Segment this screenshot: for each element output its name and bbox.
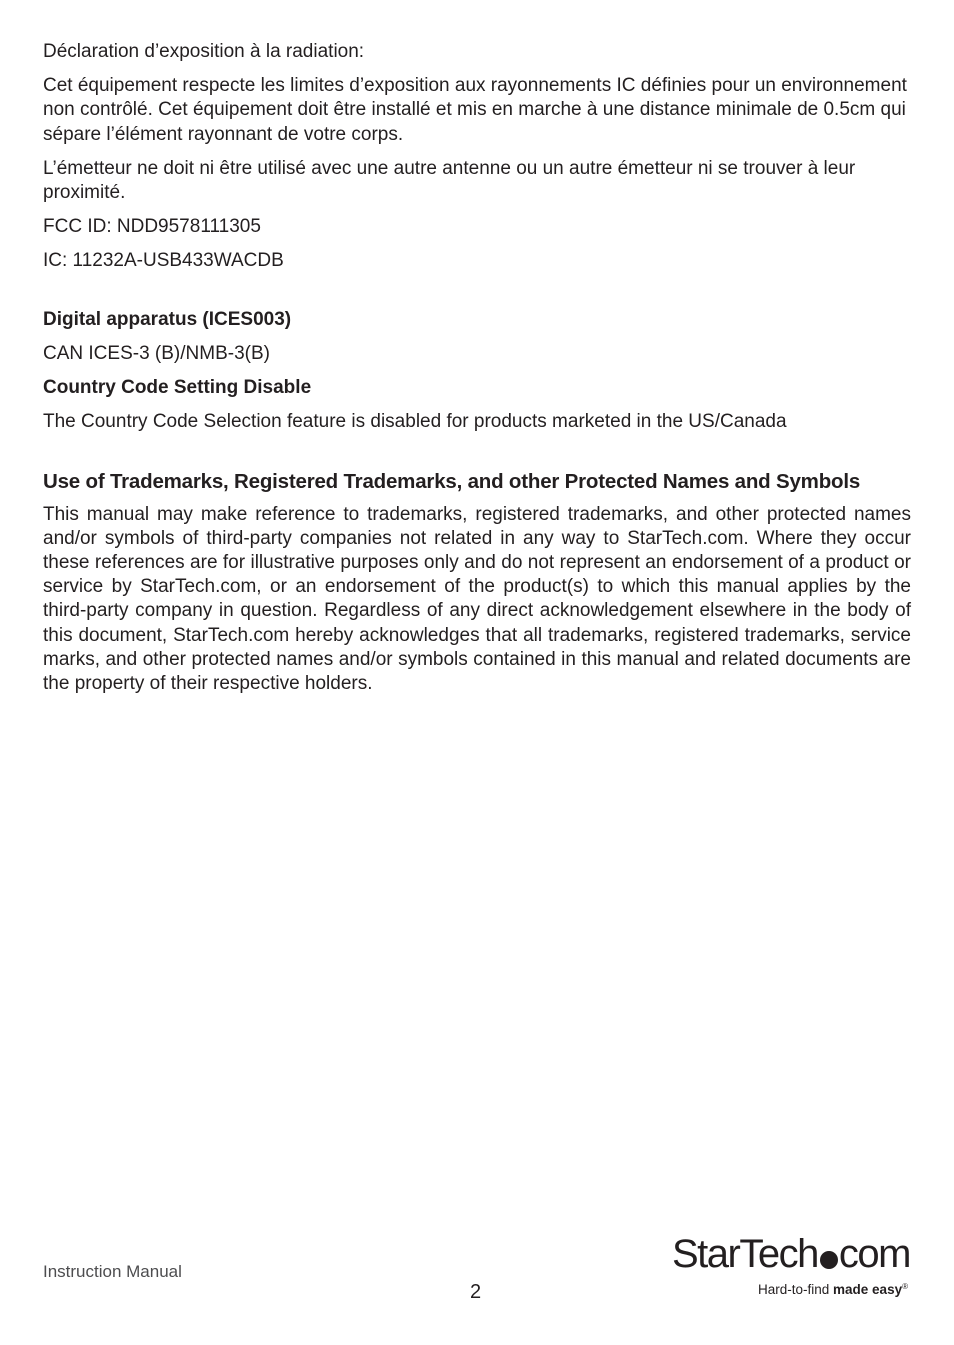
radiation-declaration-text: Cet équipement respecte les limites d’exposition aux rayonnements IC définies pour un environnement non contrôlé. Cet équipement doit être installé et mis en marche à une distance minimale de 0.5cm qui sépare l’élément rayonnant de votre corps. (43, 75, 907, 145)
spacer (43, 284, 911, 308)
logo-brand-right: com (838, 1232, 910, 1276)
fcc-id: FCC ID: NDD9578111305 (43, 216, 261, 238)
transmitter-notice: L’émetteur ne doit ni être utilisé avec une autre antenne ou un autre émetteur ni se trouver à leur proximité. (43, 157, 856, 204)
radiation-declaration-title: Déclaration d’exposition à la radiation: (43, 41, 365, 62)
ic-id: IC: 11232A-USB433WACDB (43, 250, 284, 272)
logo-wordmark (672, 1232, 910, 1276)
document-body (43, 40, 911, 696)
footer-label: Instruction Manual (43, 1262, 182, 1281)
country-code-text: The Country Code Selection feature is disabled for products marketed in the US/Canada (43, 411, 787, 433)
logo-brand-left: StarTech (672, 1232, 818, 1276)
digital-apparatus-text: CAN ICES-3 (B)/NMB-3(B) (43, 342, 270, 364)
tagline-plain: Hard-to-find (758, 1282, 834, 1297)
trademarks-text: This manual may make reference to trademarks, registered trademarks, and other protected names and/or symbols of third-party companies not related in any way to StarTech.com. Where they occur these references are for illustrative purposes only and do not represent an endorsement of a product or service by StarTech.com, or an endorsement of the product(s) to which this manual applies by the third-party company in question. Regardless of any direct acknowledgement elsewhere in the body of this document, StarTech.com hereby acknowledges that all trademarks, registered trademarks, service marks, and other protected names and/or symbols contained in this manual and related documents are the property of their respective holders. (43, 503, 911, 695)
tagline-bold: made easy (833, 1282, 903, 1297)
page-number: 2 (470, 1281, 482, 1303)
digital-apparatus-heading: Digital apparatus (ICES003) (43, 308, 292, 330)
startech-logo (672, 1232, 912, 1304)
registered-mark: ® (902, 1282, 908, 1291)
logo-dot-icon (820, 1251, 838, 1269)
trademarks-heading: Use of Trademarks, Registered Trademarks, and other Protected Names and Symbols (43, 470, 861, 494)
logo-tagline (758, 1282, 908, 1297)
spacer (43, 444, 911, 470)
country-code-heading: Country Code Setting Disable (43, 377, 312, 399)
